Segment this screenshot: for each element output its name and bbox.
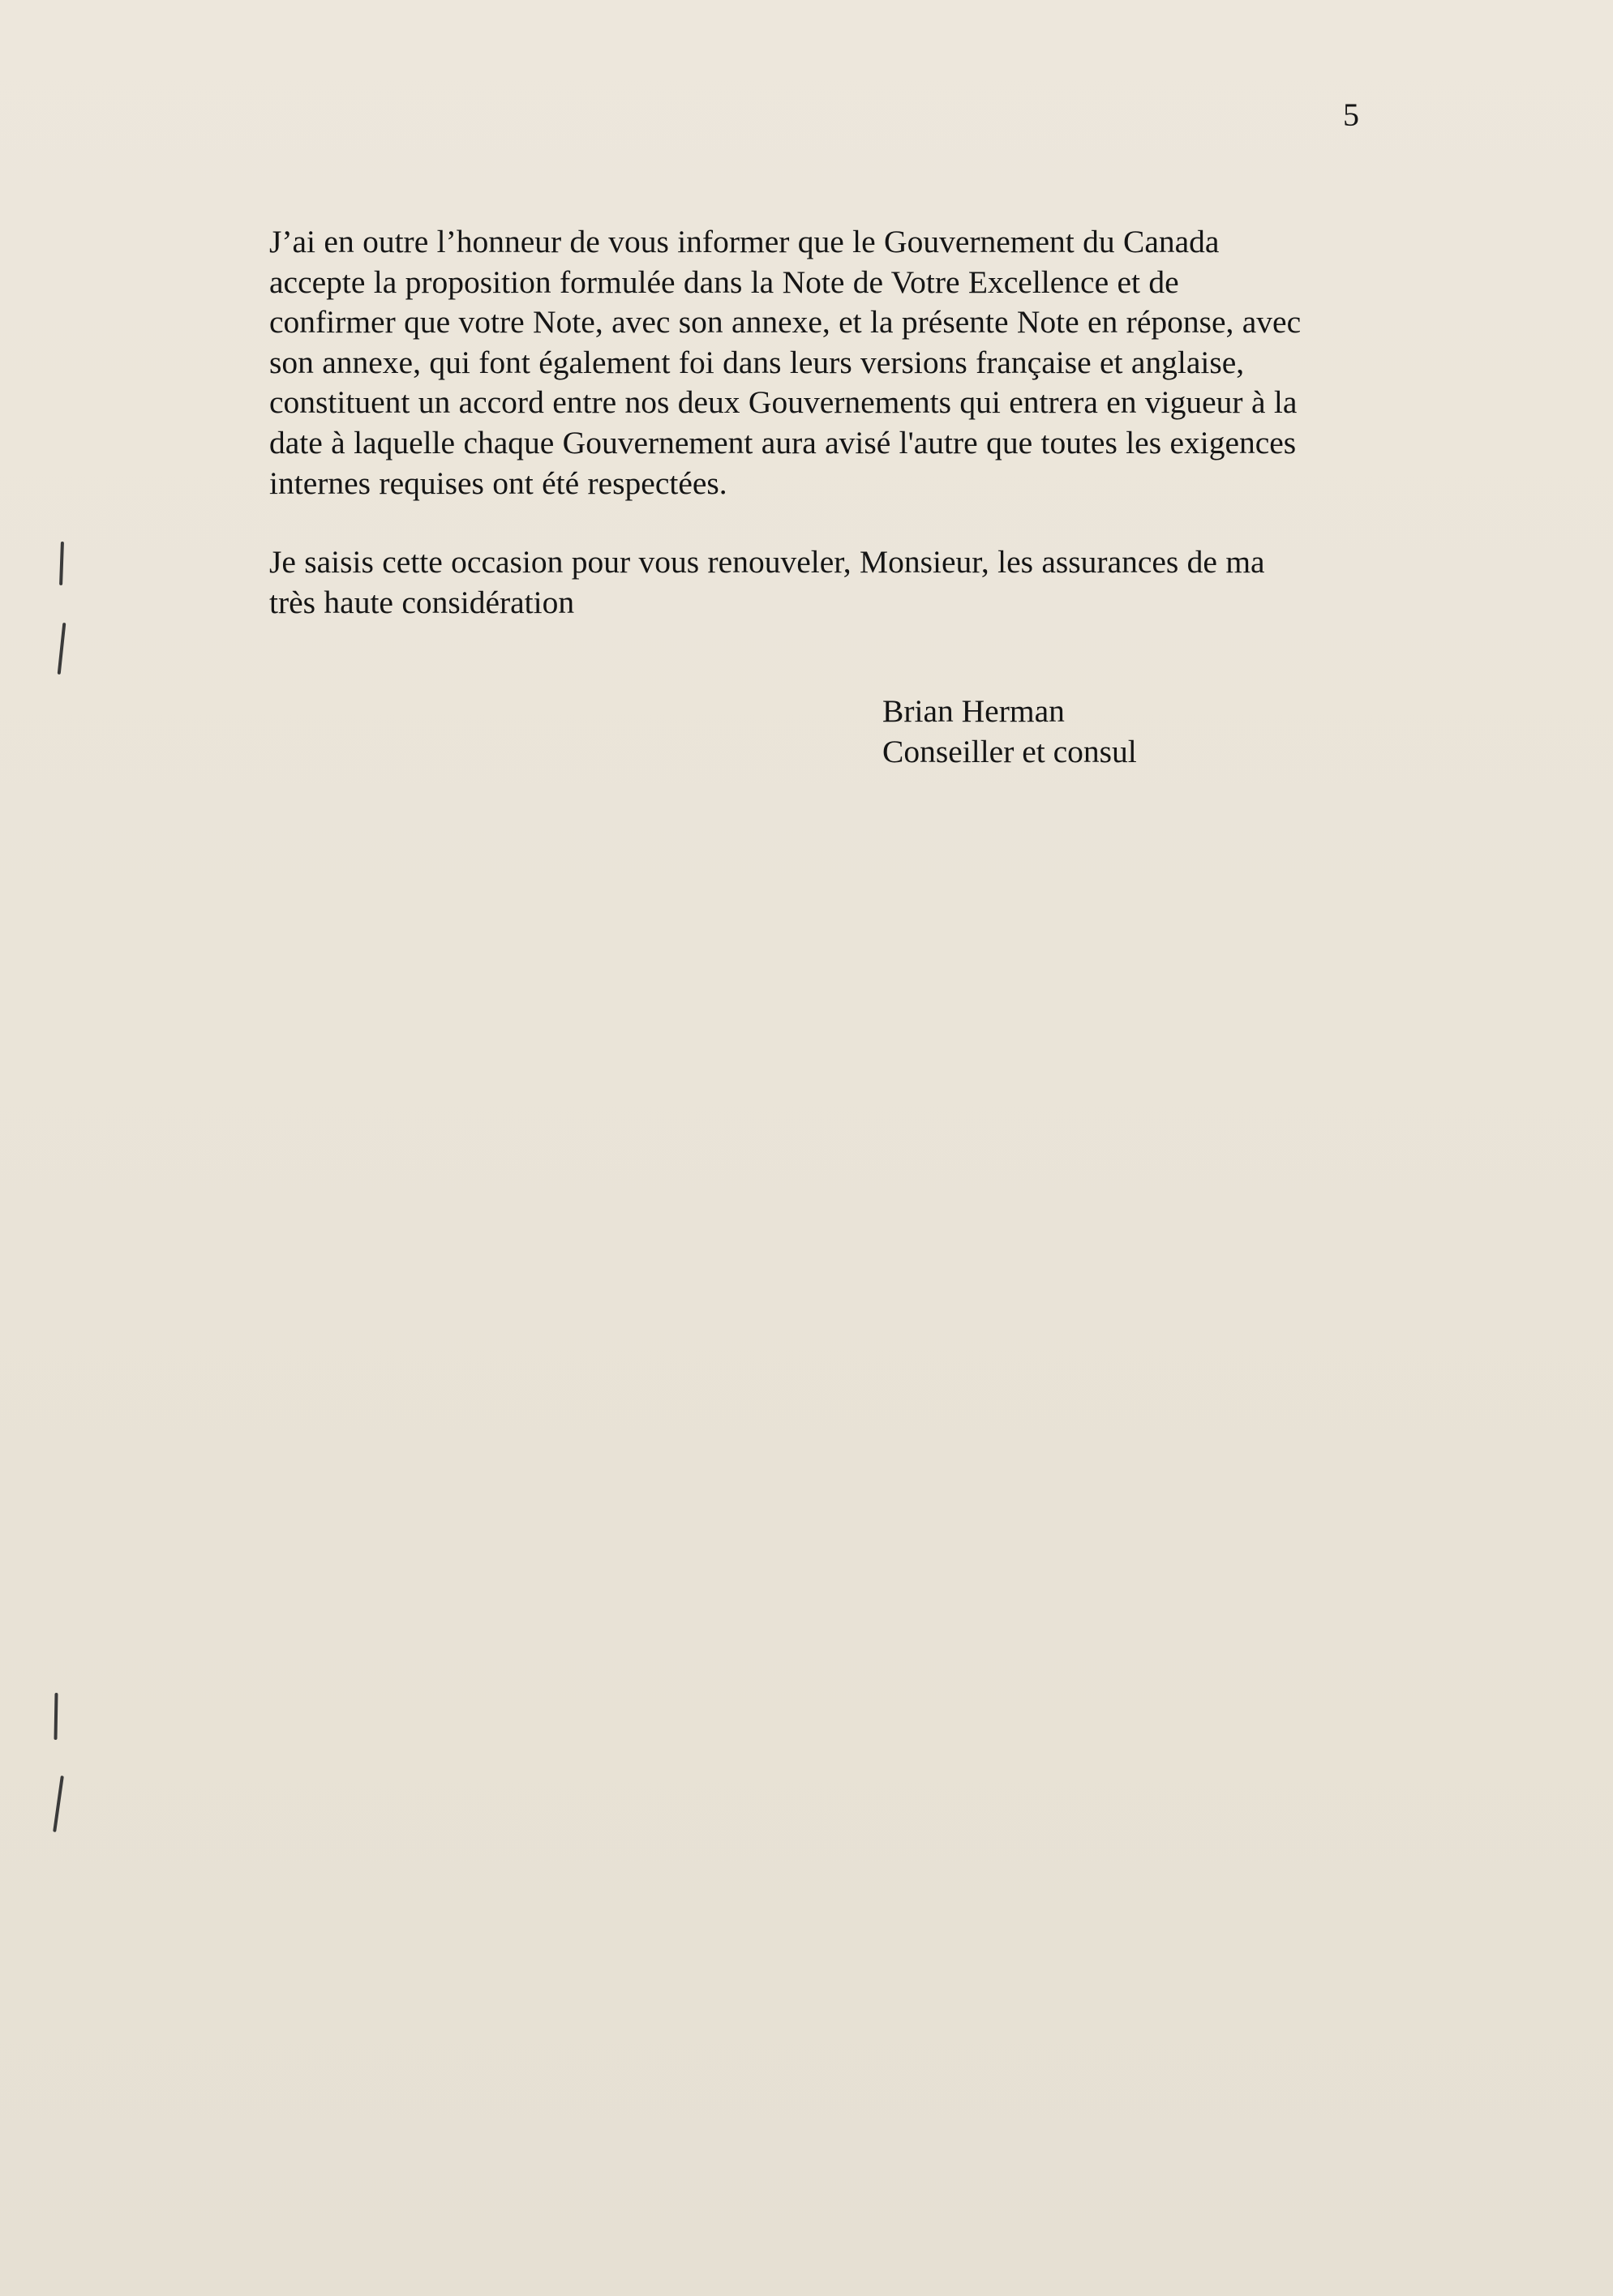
- text-line: J’ai en outre l’honneur de vous informer que le Gouvernement du Canada: [269, 224, 1220, 259]
- text-line: son annexe, qui font également foi dans leurs versions française et anglaise,: [269, 344, 1245, 380]
- signature-block: [882, 691, 1137, 772]
- paragraph-acceptance: [269, 222, 1380, 503]
- page-number: 5: [1343, 96, 1359, 133]
- binding-hole-mark: [54, 1693, 58, 1740]
- paragraph-closing: [269, 542, 1380, 623]
- text-line: date à laquelle chaque Gouvernement aura avisé l'autre que toutes les exigences: [269, 424, 1297, 460]
- text-line: très haute considération: [269, 584, 575, 620]
- signatory-name: Brian Herman: [882, 693, 1065, 729]
- binding-hole-mark: [59, 542, 64, 585]
- letter-body: [269, 222, 1380, 623]
- signatory-title: Conseiller et consul: [882, 734, 1137, 769]
- text-line: confirmer que votre Note, avec son annexe, et la présente Note en réponse, avec: [269, 304, 1302, 341]
- text-line: constituent un accord entre nos deux Gouvernements qui entrera en vigueur à la: [269, 384, 1298, 421]
- text-line: Je saisis cette occasion pour vous renouveler, Monsieur, les assurances de ma: [269, 544, 1265, 580]
- binding-hole-mark: [58, 623, 66, 675]
- text-line: accepte la proposition formulée dans la Note de Votre Excellence et de: [269, 263, 1179, 300]
- binding-hole-mark: [53, 1776, 64, 1832]
- text-line: internes requises ont été respectées.: [269, 465, 727, 501]
